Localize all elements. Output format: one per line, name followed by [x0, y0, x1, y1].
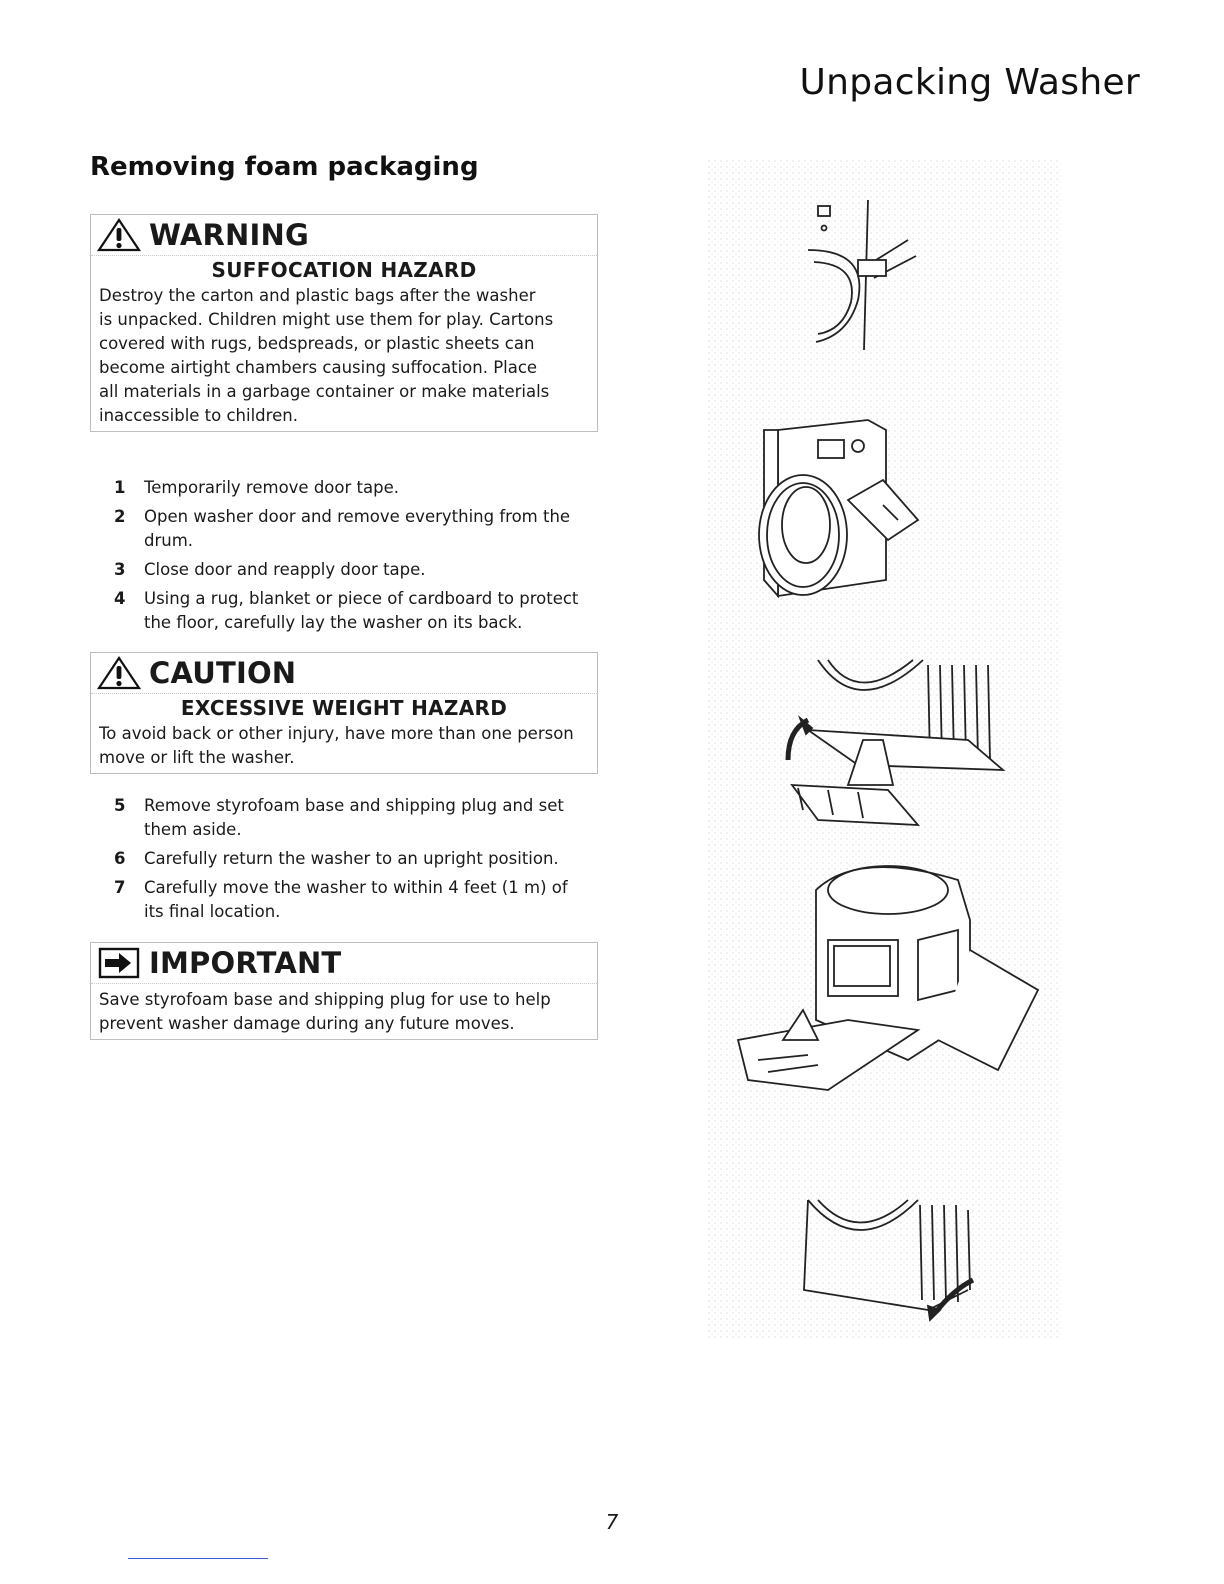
caution-box — [90, 652, 598, 774]
section-title: Removing foam packaging — [90, 152, 479, 182]
unpacking-illustrations — [708, 160, 1062, 1338]
step-text — [144, 476, 399, 500]
warning-line: covered with rugs, bedspreads, or plastic sheets can — [99, 334, 535, 353]
warning-line: all materials in a garbage container or make materials — [99, 382, 550, 401]
warning-triangle-icon — [97, 656, 141, 690]
warning-body — [91, 282, 597, 434]
step-line: Temporarily remove door tape. — [144, 478, 399, 497]
step-line: its final location. — [144, 902, 281, 921]
step-text — [144, 558, 426, 582]
step-line: Carefully move the washer to within 4 feet (1 m) of — [144, 878, 568, 897]
warning-box — [90, 214, 598, 432]
step-number: 2 — [114, 507, 126, 526]
warning-hazard-title: SUFFOCATION HAZARD — [211, 258, 477, 282]
warning-signal-word: WARNING — [149, 218, 309, 252]
steps-list-a — [108, 476, 598, 640]
step-text — [144, 847, 559, 871]
caution-body — [91, 720, 597, 776]
step-item — [108, 847, 598, 871]
step-text — [144, 794, 564, 842]
step-item — [108, 794, 598, 842]
warning-triangle-icon — [97, 218, 141, 252]
step-text — [144, 876, 568, 924]
step-item — [108, 587, 598, 635]
important-box — [90, 942, 598, 1040]
important-line: Save styrofoam base and shipping plug for use to help — [99, 990, 551, 1009]
caution-header — [91, 653, 597, 694]
caution-line: move or lift the washer. — [99, 748, 295, 767]
step-line: Using a rug, blanket or piece of cardboard to protect — [144, 589, 579, 608]
step-number: 3 — [114, 560, 126, 579]
step-line: Close door and reapply door tape. — [144, 560, 426, 579]
step-line: Carefully return the washer to an upright position. — [144, 849, 559, 868]
caution-hazard-title: EXCESSIVE WEIGHT HAZARD — [180, 696, 508, 720]
step-line: them aside. — [144, 820, 242, 839]
step-number: 4 — [114, 589, 126, 608]
caution-line: To avoid back or other injury, have more than one person — [99, 724, 574, 743]
step-item — [108, 876, 598, 924]
footer-rule — [128, 1558, 268, 1559]
arrow-box-icon — [97, 946, 141, 980]
step-text — [144, 505, 570, 553]
step-number: 6 — [114, 849, 126, 868]
warning-line: is unpacked. Children might use them for play. Cartons — [99, 310, 554, 329]
step-number: 7 — [114, 878, 126, 897]
warning-line: inaccessible to children. — [99, 406, 298, 425]
step-item — [108, 558, 598, 582]
warning-line: become airtight chambers causing suffocation. Place — [99, 358, 538, 377]
step-line: drum. — [144, 531, 194, 550]
step-number: 5 — [114, 796, 126, 815]
important-header — [91, 943, 597, 984]
step-line: Open washer door and remove everything from the — [144, 507, 571, 526]
step-line: Remove styrofoam base and shipping plug and set — [144, 796, 564, 815]
important-signal-word: IMPORTANT — [149, 946, 342, 980]
step-line: the floor, carefully lay the washer on its back. — [144, 613, 523, 632]
important-body — [91, 984, 597, 1042]
step-number: 1 — [114, 478, 126, 497]
important-line: prevent washer damage during any future moves. — [99, 1014, 515, 1033]
page-number: 7 — [605, 1510, 619, 1534]
page-title: Unpacking Washer — [799, 62, 1140, 103]
step-text — [144, 587, 578, 635]
step-item — [108, 505, 598, 553]
warning-header — [91, 215, 597, 256]
steps-list-b — [108, 794, 598, 929]
warning-line: Destroy the carton and plastic bags after the washer — [99, 286, 536, 305]
step-item — [108, 476, 598, 500]
caution-signal-word: CAUTION — [149, 656, 297, 690]
